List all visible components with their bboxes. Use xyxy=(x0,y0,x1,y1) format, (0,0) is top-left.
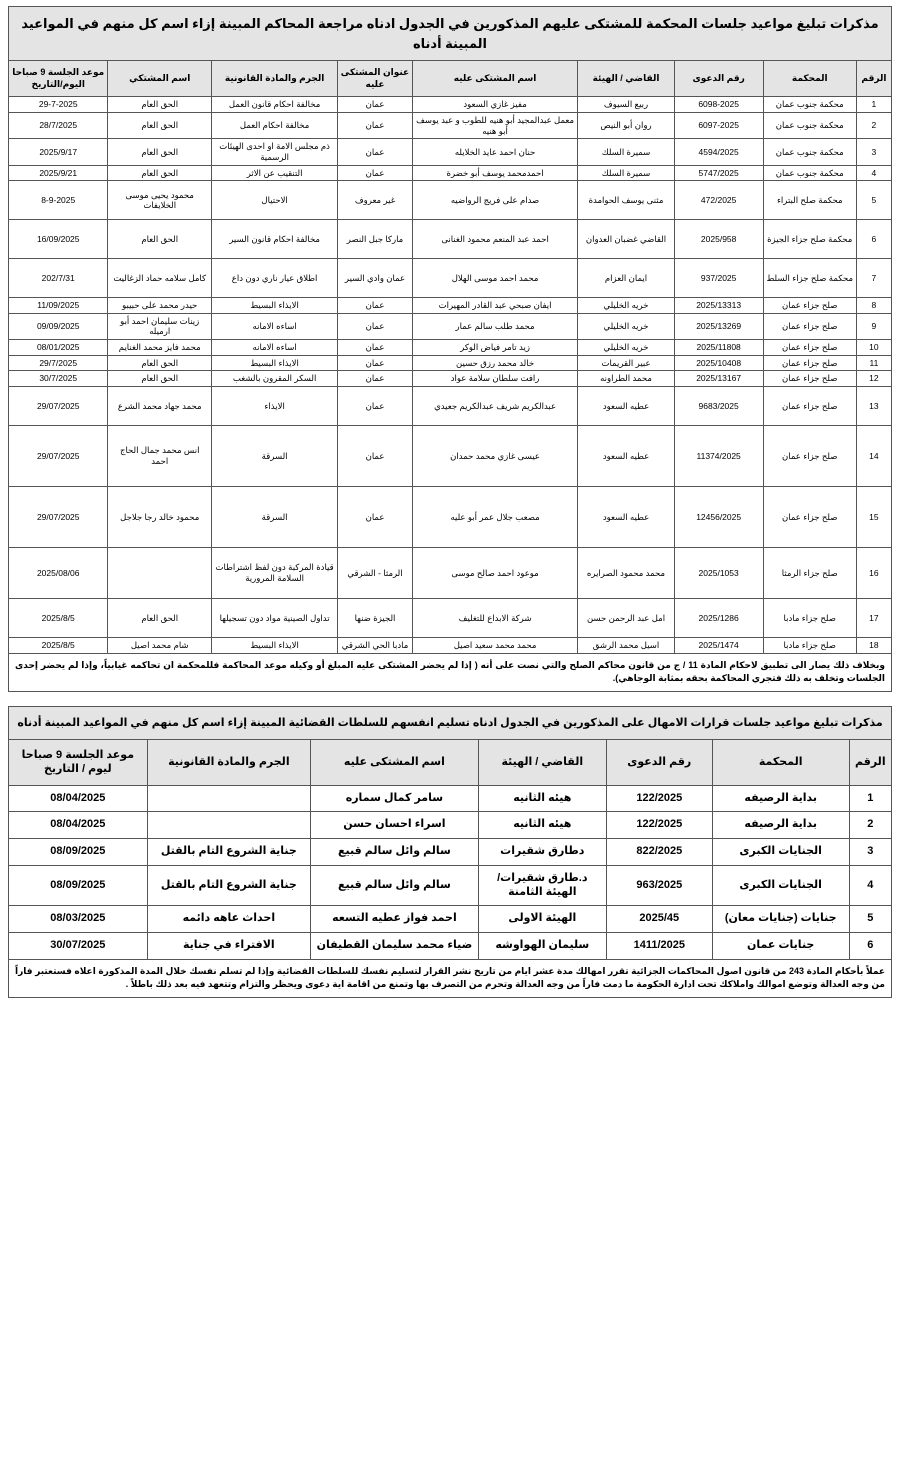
cell-court: صلح جزاء عمان xyxy=(763,355,856,371)
cell-num: 3 xyxy=(849,839,891,866)
cell-date: 08/03/2025 xyxy=(9,906,148,933)
cell-address: مادبا الحي الشرقي xyxy=(338,637,413,653)
col2-header-defendant-name: اسم المشتكى عليه xyxy=(311,740,479,786)
cell-judge: الهيئة الاولى xyxy=(478,906,606,933)
table-row xyxy=(9,839,892,866)
cell-plaintiff: انس محمد جمال الحاج احمد xyxy=(108,425,212,486)
cell-court: صلح جزاء مادبا xyxy=(763,598,856,637)
section2-title-row xyxy=(9,706,892,740)
cell-case: 12456/2025 xyxy=(674,486,763,547)
cell-address: عمان xyxy=(338,371,413,387)
cell-crime xyxy=(147,812,310,839)
section1-title-row xyxy=(9,7,892,61)
cell-case: 2025/45 xyxy=(606,906,712,933)
table-row xyxy=(9,181,892,220)
section2-note: عملاً بأحكام المادة 243 من قانون اصول المحاكمات الجزائية تقرر امهالك مدة عشر ايام من تاريخ نشر القرار لتسليم نفسك للسلطات القضائية وإذا لم تسلم نفسك خلال المدة المذكورة اعلاه فستعتبر فاراً من وجه العدالة وتوضع اموالك واملاكك تحت ادارة الحكومة ما دمت فاراً من وجه العدالة وتحرم من التصرف بها وتمنع من اقامة اية دعوى ويحظر والتزام وتتعهد فيه بعد ذلك باطلاً . xyxy=(8,960,892,998)
cell-plaintiff: الحق العام xyxy=(108,355,212,371)
cell-defendant: خالد محمد رزق حسين xyxy=(412,355,578,371)
section1-title: مذكرات تبليغ مواعيد جلسات المحكمة للمشتكى عليهم المذكورين في الجدول ادناه مراجعة المحاكم المبينة إزاء اسم كل منهم في المواعيد المبينة أدناه xyxy=(9,7,892,61)
cell-defendant: سالم وائل سالم قبيع xyxy=(311,865,479,906)
cell-num: 4 xyxy=(856,165,891,181)
grace-period-table xyxy=(8,706,892,960)
col-header-case-number: رقم الدعوى xyxy=(674,61,763,97)
cell-case: 122/2025 xyxy=(606,812,712,839)
cell-num: 5 xyxy=(856,181,891,220)
cell-crime: الايذاء البسيط xyxy=(211,637,337,653)
col2-header-judge: القاضي / الهيئة xyxy=(478,740,606,786)
cell-crime: الاحتيال xyxy=(211,181,337,220)
cell-judge: هيئه الثانيه xyxy=(478,812,606,839)
table-row xyxy=(9,259,892,298)
cell-case: 6097-2025 xyxy=(674,113,763,139)
cell-address: عمان xyxy=(338,298,413,314)
cell-address: عمان xyxy=(338,355,413,371)
cell-address: غير معروف xyxy=(338,181,413,220)
cell-num: 2 xyxy=(849,812,891,839)
cell-judge: دطارق شقيرات xyxy=(478,839,606,866)
cell-case: 2025/958 xyxy=(674,220,763,259)
cell-plaintiff: حيدر محمد على حبيبو xyxy=(108,298,212,314)
cell-defendant: احمد فواز عطيه التسعه xyxy=(311,906,479,933)
table-row xyxy=(9,371,892,387)
cell-court: محكمة صلح جزاء السلط xyxy=(763,259,856,298)
cell-num: 9 xyxy=(856,313,891,339)
table-row xyxy=(9,486,892,547)
cell-judge: خريه الخليلي xyxy=(578,313,674,339)
cell-plaintiff: محمود خالد رجا جلاجل xyxy=(108,486,212,547)
cell-court: صلح جزاء عمان xyxy=(763,340,856,356)
cell-court: صلح جزاء عمان xyxy=(763,371,856,387)
cell-plaintiff: الحق العام xyxy=(108,165,212,181)
cell-address: عمان xyxy=(338,165,413,181)
cell-address: عمان xyxy=(338,139,413,165)
table-row xyxy=(9,139,892,165)
cell-address: الجيزة ضنها xyxy=(338,598,413,637)
cell-judge: عطيه السعود xyxy=(578,425,674,486)
cell-court: بداية الرصيفه xyxy=(712,812,849,839)
col2-header-num: الرقم xyxy=(849,740,891,786)
section1-note: وبخلاف ذلك يصار الى تطبيق لاحكام المادة 11 / ج من قانون محاكم الصلح والتي نصت على أنه ( إذا لم يحضر المشتكى عليه المبلغ أو وكيله موعد المحاكمة فللمحكمة ان تحاكمه غيابياً، وإذا لم يحضر إحدى الجلسات وتخلف به ذلك فتجري المحاكمة بحقه بمثابة الوجاهي). xyxy=(8,654,892,692)
cell-num: 6 xyxy=(849,933,891,960)
cell-defendant: ايفان صبحي عبد القادر المهيرات xyxy=(412,298,578,314)
col-header-session-date: موعد الجلسة 9 صباحا اليوم/التاريخ xyxy=(9,61,108,97)
cell-judge: ربيع السيوف xyxy=(578,97,674,113)
section1-header-row xyxy=(9,61,892,97)
cell-case: 2025/11808 xyxy=(674,340,763,356)
cell-defendant: حنان احمد عايد الخلايله xyxy=(412,139,578,165)
cell-address: عمان xyxy=(338,97,413,113)
cell-court: الجنايات الكبرى xyxy=(712,839,849,866)
cell-crime: السرقة xyxy=(211,486,337,547)
cell-crime: احداث عاهه دائمه xyxy=(147,906,310,933)
cell-case: 11374/2025 xyxy=(674,425,763,486)
col-header-num: الرقم xyxy=(856,61,891,97)
cell-defendant: عبدالكريم شريف عبدالكريم جعيدي xyxy=(412,386,578,425)
cell-date: 30/7/2025 xyxy=(9,371,108,387)
cell-judge: مثنى يوسف الحوامدة xyxy=(578,181,674,220)
cell-date: 28/7/2025 xyxy=(9,113,108,139)
cell-num: 16 xyxy=(856,547,891,598)
cell-date: 8-9-2025 xyxy=(9,181,108,220)
table-row xyxy=(9,113,892,139)
cell-case: 9683/2025 xyxy=(674,386,763,425)
cell-plaintiff: محمد فايز محمد الغنايم xyxy=(108,340,212,356)
cell-judge: هيئه الثانيه xyxy=(478,785,606,812)
cell-court: محكمة جنوب عمان xyxy=(763,97,856,113)
col-header-defendant-address: عنوان المشتكى عليه xyxy=(338,61,413,97)
col-header-defendant-name: اسم المشتكى عليه xyxy=(412,61,578,97)
cell-address: عمان xyxy=(338,113,413,139)
cell-num: 11 xyxy=(856,355,891,371)
cell-judge: خريه الخليلي xyxy=(578,340,674,356)
table-row xyxy=(9,933,892,960)
cell-court: صلح جزاء عمان xyxy=(763,486,856,547)
cell-date: 29-7-2025 xyxy=(9,97,108,113)
cell-case: 963/2025 xyxy=(606,865,712,906)
cell-address: عمان وادي السير xyxy=(338,259,413,298)
cell-date: 202/7/31 xyxy=(9,259,108,298)
col2-header-case-number: رقم الدعوى xyxy=(606,740,712,786)
cell-crime: السرقة xyxy=(211,425,337,486)
cell-num: 6 xyxy=(856,220,891,259)
cell-num: 18 xyxy=(856,637,891,653)
cell-defendant: مصعب جلال عمر أبو عليه xyxy=(412,486,578,547)
cell-court: محكمة جنوب عمان xyxy=(763,165,856,181)
cell-defendant: عيسى غازي محمد حمدان xyxy=(412,425,578,486)
cell-date: 08/09/2025 xyxy=(9,839,148,866)
cell-case: 2025/13313 xyxy=(674,298,763,314)
cell-defendant: اسراء احسان حسن xyxy=(311,812,479,839)
table-row xyxy=(9,220,892,259)
cell-crime: ذم مجلس الامة او احدى الهيئات الرسمية xyxy=(211,139,337,165)
col-header-plaintiff: اسم المشتكي xyxy=(108,61,212,97)
table-row xyxy=(9,298,892,314)
cell-crime: تداول الصينية مواد دون تسجيلها xyxy=(211,598,337,637)
cell-date: 08/04/2025 xyxy=(9,812,148,839)
table-row xyxy=(9,165,892,181)
cell-defendant: محمد طلب سالم عمار xyxy=(412,313,578,339)
cell-judge: سميرة السلك xyxy=(578,139,674,165)
cell-date: 2025/08/06 xyxy=(9,547,108,598)
cell-judge: اسيل محمد الرشق xyxy=(578,637,674,653)
cell-case: 2025/1474 xyxy=(674,637,763,653)
cell-date: 29/07/2025 xyxy=(9,425,108,486)
cell-court: صلح جزاء عمان xyxy=(763,386,856,425)
section2-title: مذكرات تبليغ مواعيد جلسات قرارات الامهال على المذكورين في الجدول ادناه تسليم انفسهم للسلطات القضائية المبينة إزاء اسم كل منهم في المواعيد المبينة أدناه xyxy=(9,706,892,740)
cell-plaintiff: الحق العام xyxy=(108,113,212,139)
section1-note-wrap xyxy=(8,654,892,692)
cell-case: 2025/1053 xyxy=(674,547,763,598)
cell-plaintiff xyxy=(108,547,212,598)
table-row xyxy=(9,865,892,906)
cell-crime: السكر المقرون بالشغب xyxy=(211,371,337,387)
cell-num: 7 xyxy=(856,259,891,298)
cell-judge: روان أبو النيص xyxy=(578,113,674,139)
cell-court: محكمة جنوب عمان xyxy=(763,113,856,139)
cell-defendant: زيد تامر فياض الوكر xyxy=(412,340,578,356)
cell-date: 29/07/2025 xyxy=(9,386,108,425)
cell-date: 2025/8/5 xyxy=(9,637,108,653)
col-header-judge: القاضي / الهيئة xyxy=(578,61,674,97)
cell-court: صلح جزاء عمان xyxy=(763,298,856,314)
cell-court: صلح جزاء عمان xyxy=(763,313,856,339)
cell-crime: جناية الشروع التام بالقتل xyxy=(147,865,310,906)
cell-address: عمان xyxy=(338,486,413,547)
cell-plaintiff: محمد جهاد محمد الشرع xyxy=(108,386,212,425)
cell-date: 08/09/2025 xyxy=(9,865,148,906)
cell-plaintiff: شام محمد اصيل xyxy=(108,637,212,653)
cell-defendant: محمد احمد موسى الهلال xyxy=(412,259,578,298)
col2-header-court: المحكمة xyxy=(712,740,849,786)
cell-num: 1 xyxy=(856,97,891,113)
cell-court: جنايات (جنايات معان) xyxy=(712,906,849,933)
cell-num: 13 xyxy=(856,386,891,425)
cell-date: 30/07/2025 xyxy=(9,933,148,960)
cell-defendant: رافت سلطان سلامة عواد xyxy=(412,371,578,387)
cell-judge: محمد محمود الصرايره xyxy=(578,547,674,598)
cell-num: 12 xyxy=(856,371,891,387)
cell-court: بداية الرصيفه xyxy=(712,785,849,812)
cell-case: 6098-2025 xyxy=(674,97,763,113)
cell-court: صلح جزاء مادبا xyxy=(763,637,856,653)
cell-case: 122/2025 xyxy=(606,785,712,812)
cell-plaintiff: الحق العام xyxy=(108,97,212,113)
cell-court: محكمة صلح جزاء الجيزة xyxy=(763,220,856,259)
cell-defendant: مفيز غازي السعود xyxy=(412,97,578,113)
cell-defendant: معمل عبدالمجيد أبو هنيه للطوب و عبد يوسف أبو هنيه xyxy=(412,113,578,139)
cell-date: 08/04/2025 xyxy=(9,785,148,812)
cell-defendant: صدام على فريج الرواضيه xyxy=(412,181,578,220)
cell-address: ماركا جبل النصر xyxy=(338,220,413,259)
cell-plaintiff: محمود يحيى موسى الخلايفات xyxy=(108,181,212,220)
cell-address: عمان xyxy=(338,386,413,425)
cell-defendant: شركة الابداع للتغليف xyxy=(412,598,578,637)
cell-date: 29/07/2025 xyxy=(9,486,108,547)
cell-case: 937/2025 xyxy=(674,259,763,298)
section2-header-row xyxy=(9,740,892,786)
cell-court: صلح جزاء عمان xyxy=(763,425,856,486)
section-divider xyxy=(8,692,892,706)
col2-header-session-date: موعد الجلسة 9 صباحا ليوم / التاريخ xyxy=(9,740,148,786)
cell-num: 15 xyxy=(856,486,891,547)
cell-defendant: موعود احمد صالح موسى xyxy=(412,547,578,598)
col-header-crime: الجرم والمادة القانونية xyxy=(211,61,337,97)
section2-note-wrap xyxy=(8,960,892,998)
cell-judge: سميرة السلك xyxy=(578,165,674,181)
cell-defendant: احمد عبد المنعم محمود الغنانى xyxy=(412,220,578,259)
cell-crime: الايذاء xyxy=(211,386,337,425)
cell-court: الجنايات الكبرى xyxy=(712,865,849,906)
cell-crime: الايذاء البسيط xyxy=(211,298,337,314)
col2-header-crime: الجرم والمادة القانونية xyxy=(147,740,310,786)
cell-plaintiff: الحق العام xyxy=(108,220,212,259)
cell-crime: مخالفة احكام العمل xyxy=(211,113,337,139)
cell-case: 4594/2025 xyxy=(674,139,763,165)
cell-plaintiff: كامل سلامه حماد الزغاليت xyxy=(108,259,212,298)
cell-plaintiff: الحق العام xyxy=(108,371,212,387)
cell-case: 1411/2025 xyxy=(606,933,712,960)
court-sessions-table xyxy=(8,6,892,654)
table-row xyxy=(9,785,892,812)
cell-crime: اطلاق عيار ناري دون داع xyxy=(211,259,337,298)
cell-judge: عطيه السعود xyxy=(578,486,674,547)
cell-judge: محمد الطراونه xyxy=(578,371,674,387)
cell-case: 2025/13269 xyxy=(674,313,763,339)
cell-num: 2 xyxy=(856,113,891,139)
cell-defendant: سامر كمال سماره xyxy=(311,785,479,812)
cell-judge: عبير القريمات xyxy=(578,355,674,371)
col-header-court: المحكمة xyxy=(763,61,856,97)
cell-address: عمان xyxy=(338,313,413,339)
cell-judge: خريه الخليلي xyxy=(578,298,674,314)
cell-crime: مخالفة احكام قانون العمل xyxy=(211,97,337,113)
cell-judge: ايمان العزام xyxy=(578,259,674,298)
cell-num: 3 xyxy=(856,139,891,165)
cell-case: 2025/10408 xyxy=(674,355,763,371)
cell-crime: اساءه الامانه xyxy=(211,340,337,356)
cell-plaintiff: زينات سليمان احمد أبو ارميله xyxy=(108,313,212,339)
cell-plaintiff: الحق العام xyxy=(108,598,212,637)
cell-address: عمان xyxy=(338,425,413,486)
cell-num: 5 xyxy=(849,906,891,933)
cell-crime xyxy=(147,785,310,812)
table-row xyxy=(9,598,892,637)
cell-case: 2025/13167 xyxy=(674,371,763,387)
cell-date: 08/01/2025 xyxy=(9,340,108,356)
table-row xyxy=(9,812,892,839)
cell-num: 8 xyxy=(856,298,891,314)
cell-case: 5747/2025 xyxy=(674,165,763,181)
cell-num: 1 xyxy=(849,785,891,812)
section1-body xyxy=(9,97,892,653)
cell-judge: امل عبد الرحمن حسن xyxy=(578,598,674,637)
cell-crime: التنقيب عن الاثر xyxy=(211,165,337,181)
cell-num: 14 xyxy=(856,425,891,486)
cell-date: 29/7/2025 xyxy=(9,355,108,371)
cell-judge: سليمان الهواوشه xyxy=(478,933,606,960)
section2-body xyxy=(9,785,892,959)
table-row xyxy=(9,425,892,486)
cell-plaintiff: الحق العام xyxy=(108,139,212,165)
cell-case: 822/2025 xyxy=(606,839,712,866)
cell-crime: الافتراء في جناية xyxy=(147,933,310,960)
cell-case: 472/2025 xyxy=(674,181,763,220)
cell-defendant: احمدمحمد يوسف أبو خضرة xyxy=(412,165,578,181)
table-row xyxy=(9,355,892,371)
cell-num: 10 xyxy=(856,340,891,356)
cell-court: صلح جزاء الرمثا xyxy=(763,547,856,598)
cell-date: 2025/9/21 xyxy=(9,165,108,181)
cell-court: محكمة جنوب عمان xyxy=(763,139,856,165)
cell-address: الرمثا - الشرقي xyxy=(338,547,413,598)
cell-defendant: سالم وائل سالم قبيع xyxy=(311,839,479,866)
cell-judge: عطيه السعود xyxy=(578,386,674,425)
table-row xyxy=(9,547,892,598)
cell-judge: القاضي غضبان العدوان xyxy=(578,220,674,259)
table-row xyxy=(9,340,892,356)
cell-date: 2025/9/17 xyxy=(9,139,108,165)
cell-num: 4 xyxy=(849,865,891,906)
cell-judge: د.طارق شقيرات/ الهيئة الثامنة xyxy=(478,865,606,906)
cell-case: 2025/1286 xyxy=(674,598,763,637)
cell-court: جنايات عمان xyxy=(712,933,849,960)
cell-defendant: ضياء محمد سليمان القطيفان xyxy=(311,933,479,960)
table-row xyxy=(9,637,892,653)
table-row xyxy=(9,906,892,933)
cell-crime: جناية الشروع التام بالقتل xyxy=(147,839,310,866)
cell-crime: اساءه الامانه xyxy=(211,313,337,339)
cell-num: 17 xyxy=(856,598,891,637)
cell-crime: الايذاء البسيط xyxy=(211,355,337,371)
cell-defendant: محمد محمد سعيد اصيل xyxy=(412,637,578,653)
cell-court: محكمة صلح البتراء xyxy=(763,181,856,220)
cell-date: 16/09/2025 xyxy=(9,220,108,259)
table-row xyxy=(9,386,892,425)
table-row xyxy=(9,97,892,113)
cell-date: 09/09/2025 xyxy=(9,313,108,339)
cell-date: 11/09/2025 xyxy=(9,298,108,314)
cell-crime: قيادة المركبة دون لفظ اشتراطات السلامة المرورية xyxy=(211,547,337,598)
cell-address: عمان xyxy=(338,340,413,356)
cell-date: 2025/8/5 xyxy=(9,598,108,637)
table-row xyxy=(9,313,892,339)
cell-crime: مخالفة احكام قانون السير xyxy=(211,220,337,259)
